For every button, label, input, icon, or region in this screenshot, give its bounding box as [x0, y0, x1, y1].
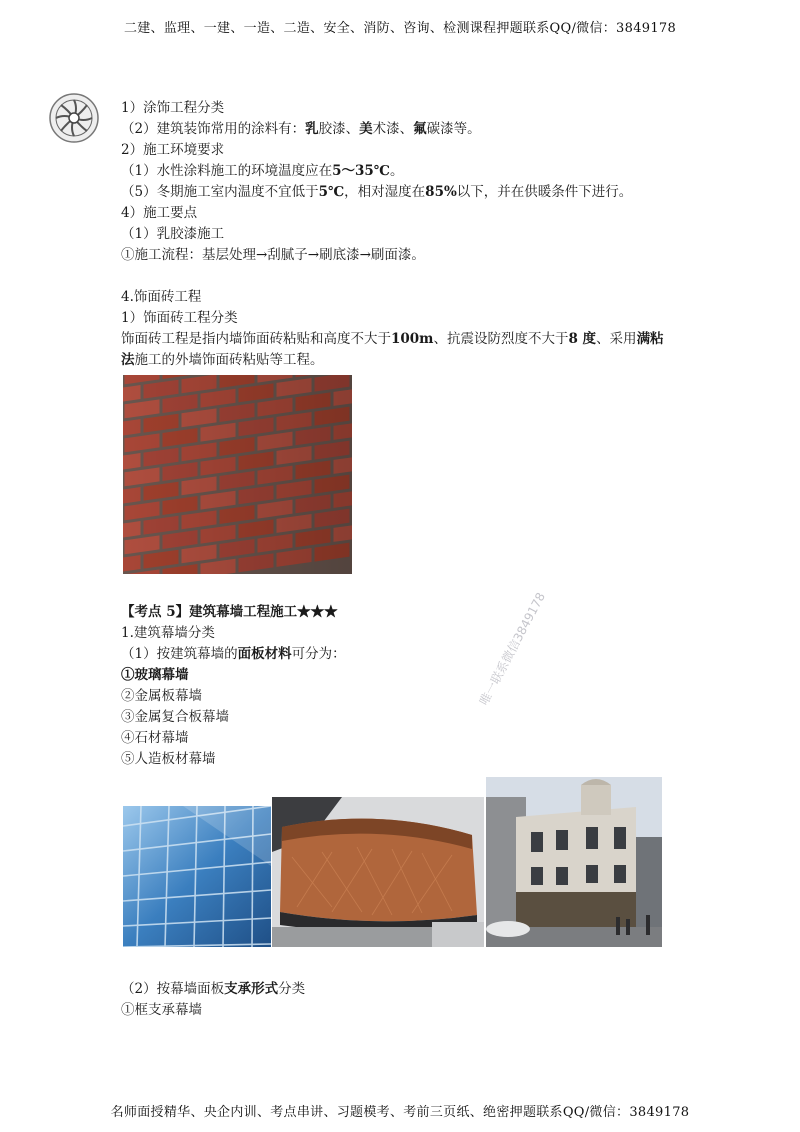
text-line: 法施工的外墙饰面砖粘贴等工程。 — [121, 352, 324, 368]
text-line: 饰面砖工程是指内墙饰面砖粘贴和高度不大于100m、抗震设防烈度不大于8 度、采用满粘 — [121, 331, 664, 347]
list-item: ④石材幕墙 — [121, 730, 189, 746]
section-heading: 4.饰面砖工程 — [121, 289, 202, 305]
list-item: ⑤人造板材幕墙 — [121, 751, 216, 767]
text-line: 1）饰面砖工程分类 — [121, 310, 238, 326]
text-line: 1）涂饰工程分类 — [121, 100, 225, 116]
text-line: （5）冬期施工室内温度不宜低于5℃，相对湿度在85%以下，并在供暖条件下进行。 — [121, 184, 633, 200]
glass-curtain-wall-photo — [123, 806, 271, 947]
text-line: （2）按幕墙面板支承形式分类 — [121, 981, 306, 997]
list-item: ①框支承幕墙 — [121, 1002, 202, 1018]
logo-seal-icon — [44, 92, 104, 144]
text-line: （2）建筑装饰常用的涂料有：乳胶漆、美术漆、氟碳漆等。 — [121, 121, 481, 137]
watermark: 唯一联系微信3849178 — [476, 590, 549, 708]
text-line: （1）水性涂料施工的环境温度应在5～35℃。 — [121, 163, 404, 179]
text-line: 1.建筑幕墙分类 — [121, 625, 215, 641]
metal-curtain-wall-photo — [272, 797, 484, 947]
list-item: ①玻璃幕墙 — [121, 667, 189, 683]
page-footer: 名师面授精华、央企内训、考点串讲、习题模考、考前三页纸、绝密押题联系QQ/微信：3849178 — [110, 1105, 690, 1120]
text-line: （1）乳胶漆施工 — [121, 226, 225, 242]
brick-wall-photo — [123, 375, 352, 574]
text-line: 2）施工环境要求 — [121, 142, 225, 158]
stone-curtain-wall-photo — [486, 777, 662, 947]
text-line: （1）按建筑幕墙的面板材料可分为： — [121, 646, 346, 662]
list-item: ②金属板幕墙 — [121, 688, 202, 704]
page-header: 二建、监理、一建、一造、二造、安全、消防、咨询、检测课程押题联系QQ/微信：3849178 — [123, 21, 677, 36]
list-item: ③金属复合板幕墙 — [121, 709, 229, 725]
section-title: 【考点 5】建筑幕墙工程施工★★★ — [121, 604, 338, 620]
text-line: 4）施工要点 — [121, 205, 198, 221]
text-line: ①施工流程：基层处理→刮腻子→刷底漆→刷面漆。 — [121, 247, 425, 263]
